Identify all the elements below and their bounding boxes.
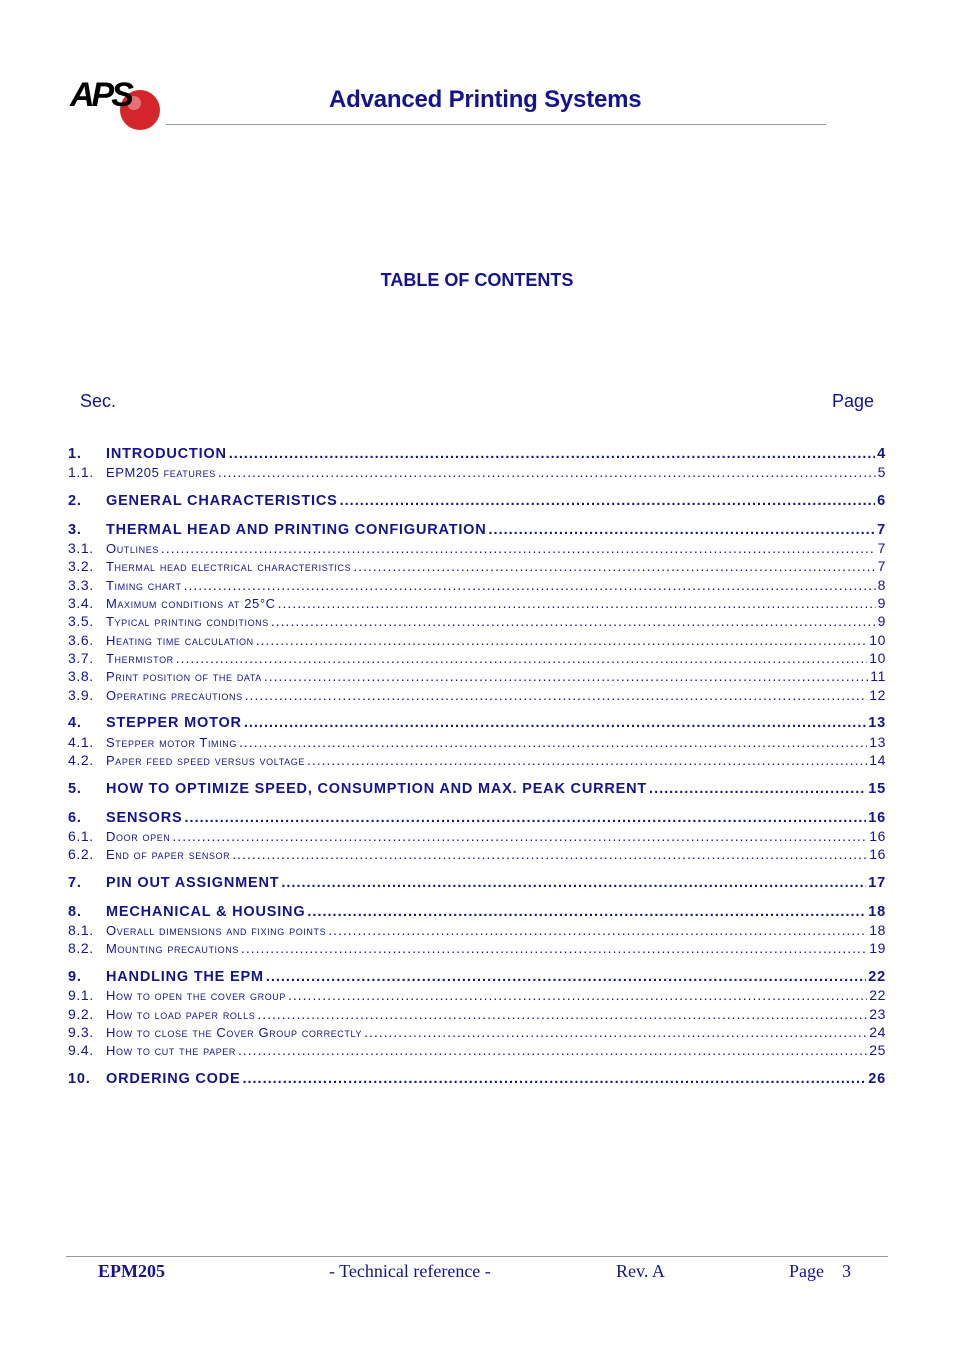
toc-entry-number: 6. <box>68 809 82 826</box>
toc-dot-leader <box>242 1070 866 1088</box>
toc-dot-leader <box>340 492 876 510</box>
toc-section-link[interactable] <box>68 445 886 463</box>
toc-entry-page: 10 <box>869 649 886 666</box>
toc-entry-number: 3.6. <box>68 631 94 648</box>
toc-dot-leader <box>176 649 867 667</box>
toc-entry-label: SENSORS <box>106 809 183 826</box>
toc-entry-page: 15 <box>868 780 886 797</box>
toc-entry-page: 10 <box>869 631 886 648</box>
toc-entry-number: 9.4. <box>68 1042 94 1059</box>
toc-dot-leader <box>271 612 876 630</box>
toc-entry-label: Mounting precautions <box>106 941 239 957</box>
toc-dot-leader <box>489 521 876 539</box>
toc-dot-leader <box>232 845 867 863</box>
toc-column-sec: Sec. <box>80 391 117 411</box>
toc-entry-number: 10. <box>68 1071 91 1088</box>
toc-entry-label: Door open <box>106 828 171 844</box>
toc-subsection-link[interactable] <box>68 539 886 557</box>
toc-entry-number: 9. <box>68 969 82 986</box>
toc-entry-number: 8.1. <box>68 922 94 939</box>
toc-entry-label: Outlines <box>106 541 159 557</box>
toc-dot-leader <box>281 874 866 892</box>
toc-subsection-link[interactable] <box>68 631 886 649</box>
toc-entry-number: 4.2. <box>68 751 94 768</box>
toc-entry-number: 3.7. <box>68 649 94 666</box>
brand-title: Advanced Printing Systems <box>329 86 642 113</box>
toc-entry-label: Maximum conditions at 25°C <box>106 596 276 612</box>
toc-section-link[interactable] <box>68 968 886 986</box>
toc-entry-page: 16 <box>869 846 886 863</box>
table-of-contents <box>68 445 886 1088</box>
toc-section-link[interactable] <box>68 780 886 798</box>
toc-section-link[interactable] <box>68 874 886 892</box>
toc-section-link[interactable] <box>68 521 886 539</box>
toc-entry-page: 24 <box>869 1024 886 1041</box>
toc-entry-number: 8.2. <box>68 940 94 957</box>
toc-entry-page: 25 <box>869 1042 886 1059</box>
toc-entry-page: 12 <box>869 686 886 703</box>
toc-entry-page: 16 <box>869 827 886 844</box>
toc-entry-page: 26 <box>868 1071 886 1088</box>
toc-entry-label: Overall dimensions and fixing points <box>106 923 327 939</box>
toc-entry-page: 4 <box>877 446 886 462</box>
toc-dot-leader <box>266 968 866 986</box>
footer-page-number: Page 3 <box>789 1261 851 1281</box>
toc-dot-leader <box>264 667 868 685</box>
toc-entry-page: 6 <box>877 493 886 510</box>
footer-document-name: EPM205 <box>98 1261 165 1281</box>
toc-title: TABLE OF CONTENTS <box>380 270 574 290</box>
toc-entry-page: 13 <box>868 715 886 732</box>
toc-column-page: Page <box>831 391 874 411</box>
toc-subsection-link[interactable] <box>68 1005 886 1023</box>
toc-entry-number: 3.8. <box>68 668 94 685</box>
toc-dot-leader <box>241 939 867 957</box>
toc-entry-page: 5 <box>877 464 886 481</box>
toc-entry-label: HOW TO OPTIMIZE SPEED, CONSUMPTION AND MAX. PEAK CURRENT <box>106 780 648 797</box>
toc-entry-label: Timing chart <box>106 577 182 593</box>
toc-entry-label: Stepper motor Timing <box>106 734 237 750</box>
toc-entry-number: 3.9. <box>68 686 94 703</box>
toc-entry-page: 16 <box>868 809 886 826</box>
toc-section-link[interactable] <box>68 714 886 732</box>
toc-entry-label: Print position of the data <box>106 669 262 685</box>
logo-text: APS <box>70 76 131 114</box>
toc-dot-leader <box>229 445 875 463</box>
toc-entry-number: 1.1. <box>68 464 94 481</box>
toc-subsection-link[interactable] <box>68 576 886 594</box>
toc-entry-label: How to close the Cover Group correctly <box>106 1025 363 1041</box>
toc-entry-label: How to load paper rolls <box>106 1006 256 1022</box>
toc-entry-number: 4. <box>68 715 82 732</box>
toc-entry-page: 13 <box>869 733 886 750</box>
toc-dot-leader <box>245 686 868 704</box>
toc-subsection-link[interactable] <box>68 733 886 751</box>
toc-entry-page: 9 <box>877 595 886 612</box>
toc-entry-page: 7 <box>877 540 886 557</box>
footer-reference: - Technical reference - <box>329 1261 491 1281</box>
toc-entry-number: 6.1. <box>68 827 94 844</box>
toc-entry-label: How to cut the paper <box>106 1043 237 1059</box>
toc-subsection-link[interactable] <box>68 557 886 575</box>
toc-dot-leader <box>278 594 876 612</box>
toc-entry-label: PIN OUT ASSIGNMENT <box>106 874 280 891</box>
toc-subsection-link[interactable] <box>68 1023 886 1041</box>
footer-revision: Rev. A <box>616 1261 665 1281</box>
toc-section-link[interactable] <box>68 1070 886 1088</box>
toc-entry-label: HANDLING THE EPM <box>106 969 264 986</box>
toc-entry-page: 18 <box>869 922 886 939</box>
toc-dot-leader <box>239 733 867 751</box>
toc-dot-leader <box>184 576 876 594</box>
toc-dot-leader <box>353 557 875 575</box>
toc-subsection-link[interactable] <box>68 827 886 845</box>
toc-entry-label: End of paper sensor <box>106 847 231 863</box>
toc-entry-number: 9.2. <box>68 1005 94 1022</box>
aps-logo <box>68 70 168 134</box>
toc-entry-number: 3.2. <box>68 558 94 575</box>
toc-section-link[interactable] <box>68 903 886 921</box>
toc-entry-number: 3.3. <box>68 576 94 593</box>
toc-subsection-link[interactable] <box>68 649 886 667</box>
toc-subsection-link[interactable] <box>68 921 886 939</box>
toc-subsection-link[interactable] <box>68 845 886 863</box>
toc-entry-label: STEPPER MOTOR <box>106 715 242 732</box>
toc-entry-label: Operating precautions <box>106 687 243 703</box>
toc-section-link[interactable] <box>68 492 886 510</box>
toc-entry-label: MECHANICAL & HOUSING <box>106 903 306 920</box>
toc-dot-leader <box>238 1041 867 1059</box>
toc-entry-label: Thermal head electrical characteristics <box>106 559 352 575</box>
toc-dot-leader <box>328 921 867 939</box>
toc-entry-page: 8 <box>877 576 886 593</box>
toc-entry-number: 9.3. <box>68 1024 94 1041</box>
toc-dot-leader <box>288 986 867 1004</box>
header-divider <box>166 124 826 125</box>
toc-entry-label: Thermistor <box>106 650 174 666</box>
toc-entry-label: How to open the cover group <box>106 988 286 1004</box>
toc-entry-number: 6.2. <box>68 846 94 863</box>
toc-dot-leader <box>185 809 867 827</box>
toc-dot-leader <box>307 903 866 921</box>
toc-entry-label: INTRODUCTION <box>106 446 227 462</box>
toc-subsection-link[interactable] <box>68 939 886 957</box>
toc-subsection-link[interactable] <box>68 686 886 704</box>
toc-entry-label: THERMAL HEAD AND PRINTING CONFIGURATION <box>106 521 487 538</box>
toc-entry-label: Typical printing conditions <box>106 614 269 630</box>
toc-dot-leader <box>161 539 876 557</box>
toc-entry-number: 8. <box>68 903 82 920</box>
toc-subsection-link[interactable] <box>68 751 886 769</box>
toc-dot-leader <box>364 1023 867 1041</box>
toc-entry-number: 2. <box>68 493 82 510</box>
toc-entry-label: Heating time calculation <box>106 632 254 648</box>
toc-entry-number: 3.5. <box>68 613 94 630</box>
toc-entry-number: 4.1. <box>68 733 94 750</box>
toc-entry-number: 3.1. <box>68 540 94 557</box>
toc-subsection-link[interactable] <box>68 463 886 481</box>
toc-entry-page: 18 <box>868 903 886 920</box>
toc-entry-number: 3.4. <box>68 595 94 612</box>
toc-entry-page: 17 <box>868 874 886 891</box>
toc-dot-leader <box>244 714 866 732</box>
toc-entry-number: 7. <box>68 874 82 891</box>
toc-entry-label: ORDERING CODE <box>106 1071 241 1088</box>
toc-subsection-link[interactable] <box>68 594 886 612</box>
toc-dot-leader <box>257 1005 867 1023</box>
toc-subsection-link[interactable] <box>68 986 886 1004</box>
toc-subsection-link[interactable] <box>68 612 886 630</box>
toc-entry-number: 5. <box>68 780 82 797</box>
toc-dot-leader <box>172 827 867 845</box>
toc-dot-leader <box>649 780 866 798</box>
toc-entry-page: 7 <box>877 521 886 538</box>
toc-entry-page: 22 <box>868 969 886 986</box>
toc-entry-number: 3. <box>68 521 82 538</box>
toc-section-link[interactable] <box>68 809 886 827</box>
toc-dot-leader <box>256 631 868 649</box>
toc-entry-page: 7 <box>877 558 886 575</box>
toc-entry-label: Paper feed speed versus voltage <box>106 752 305 768</box>
toc-entry-number: 1. <box>68 446 82 462</box>
toc-entry-page: 19 <box>869 940 886 957</box>
footer-divider <box>66 1256 888 1257</box>
toc-entry-page: 23 <box>869 1005 886 1022</box>
toc-entry-label: GENERAL CHARACTERISTICS <box>106 493 338 510</box>
toc-entry-page: 14 <box>869 751 886 768</box>
toc-subsection-link[interactable] <box>68 667 886 685</box>
toc-entry-page: 11 <box>870 668 886 685</box>
toc-dot-leader <box>218 463 876 481</box>
toc-entry-page: 22 <box>869 987 886 1004</box>
toc-entry-page: 9 <box>877 613 886 630</box>
toc-dot-leader <box>307 751 867 769</box>
toc-subsection-link[interactable] <box>68 1041 886 1059</box>
toc-entry-label: EPM205 features <box>106 465 216 481</box>
toc-entry-number: 9.1. <box>68 987 94 1004</box>
